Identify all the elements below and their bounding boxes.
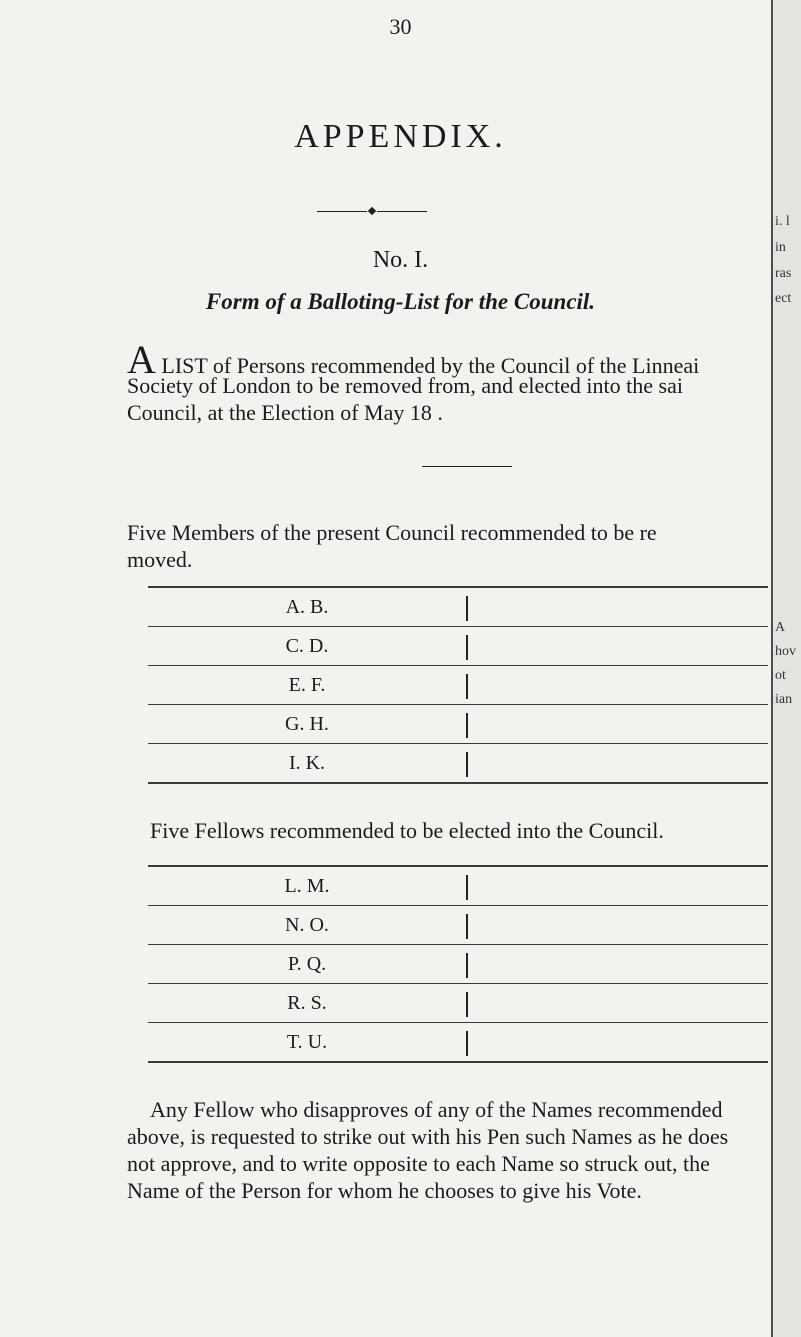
election-row [148,906,768,945]
removal-row [148,627,768,666]
election-row [148,945,768,984]
edge-fragment: in [775,240,786,255]
instructions-line-3: not approve, and to write opposite to each Name so struck out, the [127,1151,710,1176]
member-name: A. B. [285,596,329,618]
intro-line-1: LIST of Persons recommended by the Council of the Linneai [155,353,700,378]
member-name: G. H. [285,713,329,735]
removal-row [148,705,768,744]
edge-fragment: ras [775,266,792,281]
section-number: No. I. [372,247,429,273]
member-name: I. K. [288,752,326,774]
edge-fragment: ect [775,291,792,306]
instructions-line-2: above, is requested to strike out with his Pen such Names as he does [127,1124,729,1149]
ornament-rule [317,207,427,217]
adjacent-page-edge [771,0,801,1337]
instructions-line-4: Name of the Person for whom he chooses to give his Vote. [127,1178,642,1203]
form-title: Form of a Balloting-List for the Council. [205,289,596,314]
intro-line-3: Council, at the Election of May 18 . [127,400,443,425]
page-number: 30 [389,14,412,39]
edge-fragment: A [775,620,786,635]
fellow-name: L. M. [284,875,330,897]
edge-fragment: hov [775,644,796,659]
instructions-line-1: Any Fellow who disapproves of any of the Names recommended [150,1097,723,1122]
section-rule [422,466,512,467]
member-name: E. F. [288,674,326,696]
fellow-name: R. S. [287,992,327,1014]
edge-fragment: i. l [775,214,790,229]
removal-heading-line-1: Five Members of the present Council recommended to be re [127,520,657,545]
fellow-name: P. Q. [287,953,327,975]
removal-heading-line-2: moved. [127,547,193,572]
fellow-name: N. O. [285,914,329,936]
member-name: C. D. [285,635,329,657]
removal-row [148,586,768,627]
election-row [148,1023,768,1063]
removal-table [148,586,768,784]
edge-fragment: ian [775,692,793,707]
edge-fragment: ot [775,668,786,683]
fellow-name: T. U. [286,1031,328,1053]
election-table [148,865,768,1063]
election-row [148,865,768,906]
dropcap: A [127,346,156,379]
removal-row [148,666,768,705]
election-row [148,984,768,1023]
election-heading: Five Fellows recommended to be elected into the Council. [150,818,664,843]
intro-line-2: Society of London to be removed from, and elected into the sai [127,373,683,398]
appendix-heading: APPENDIX. [294,118,507,155]
removal-row [148,744,768,784]
